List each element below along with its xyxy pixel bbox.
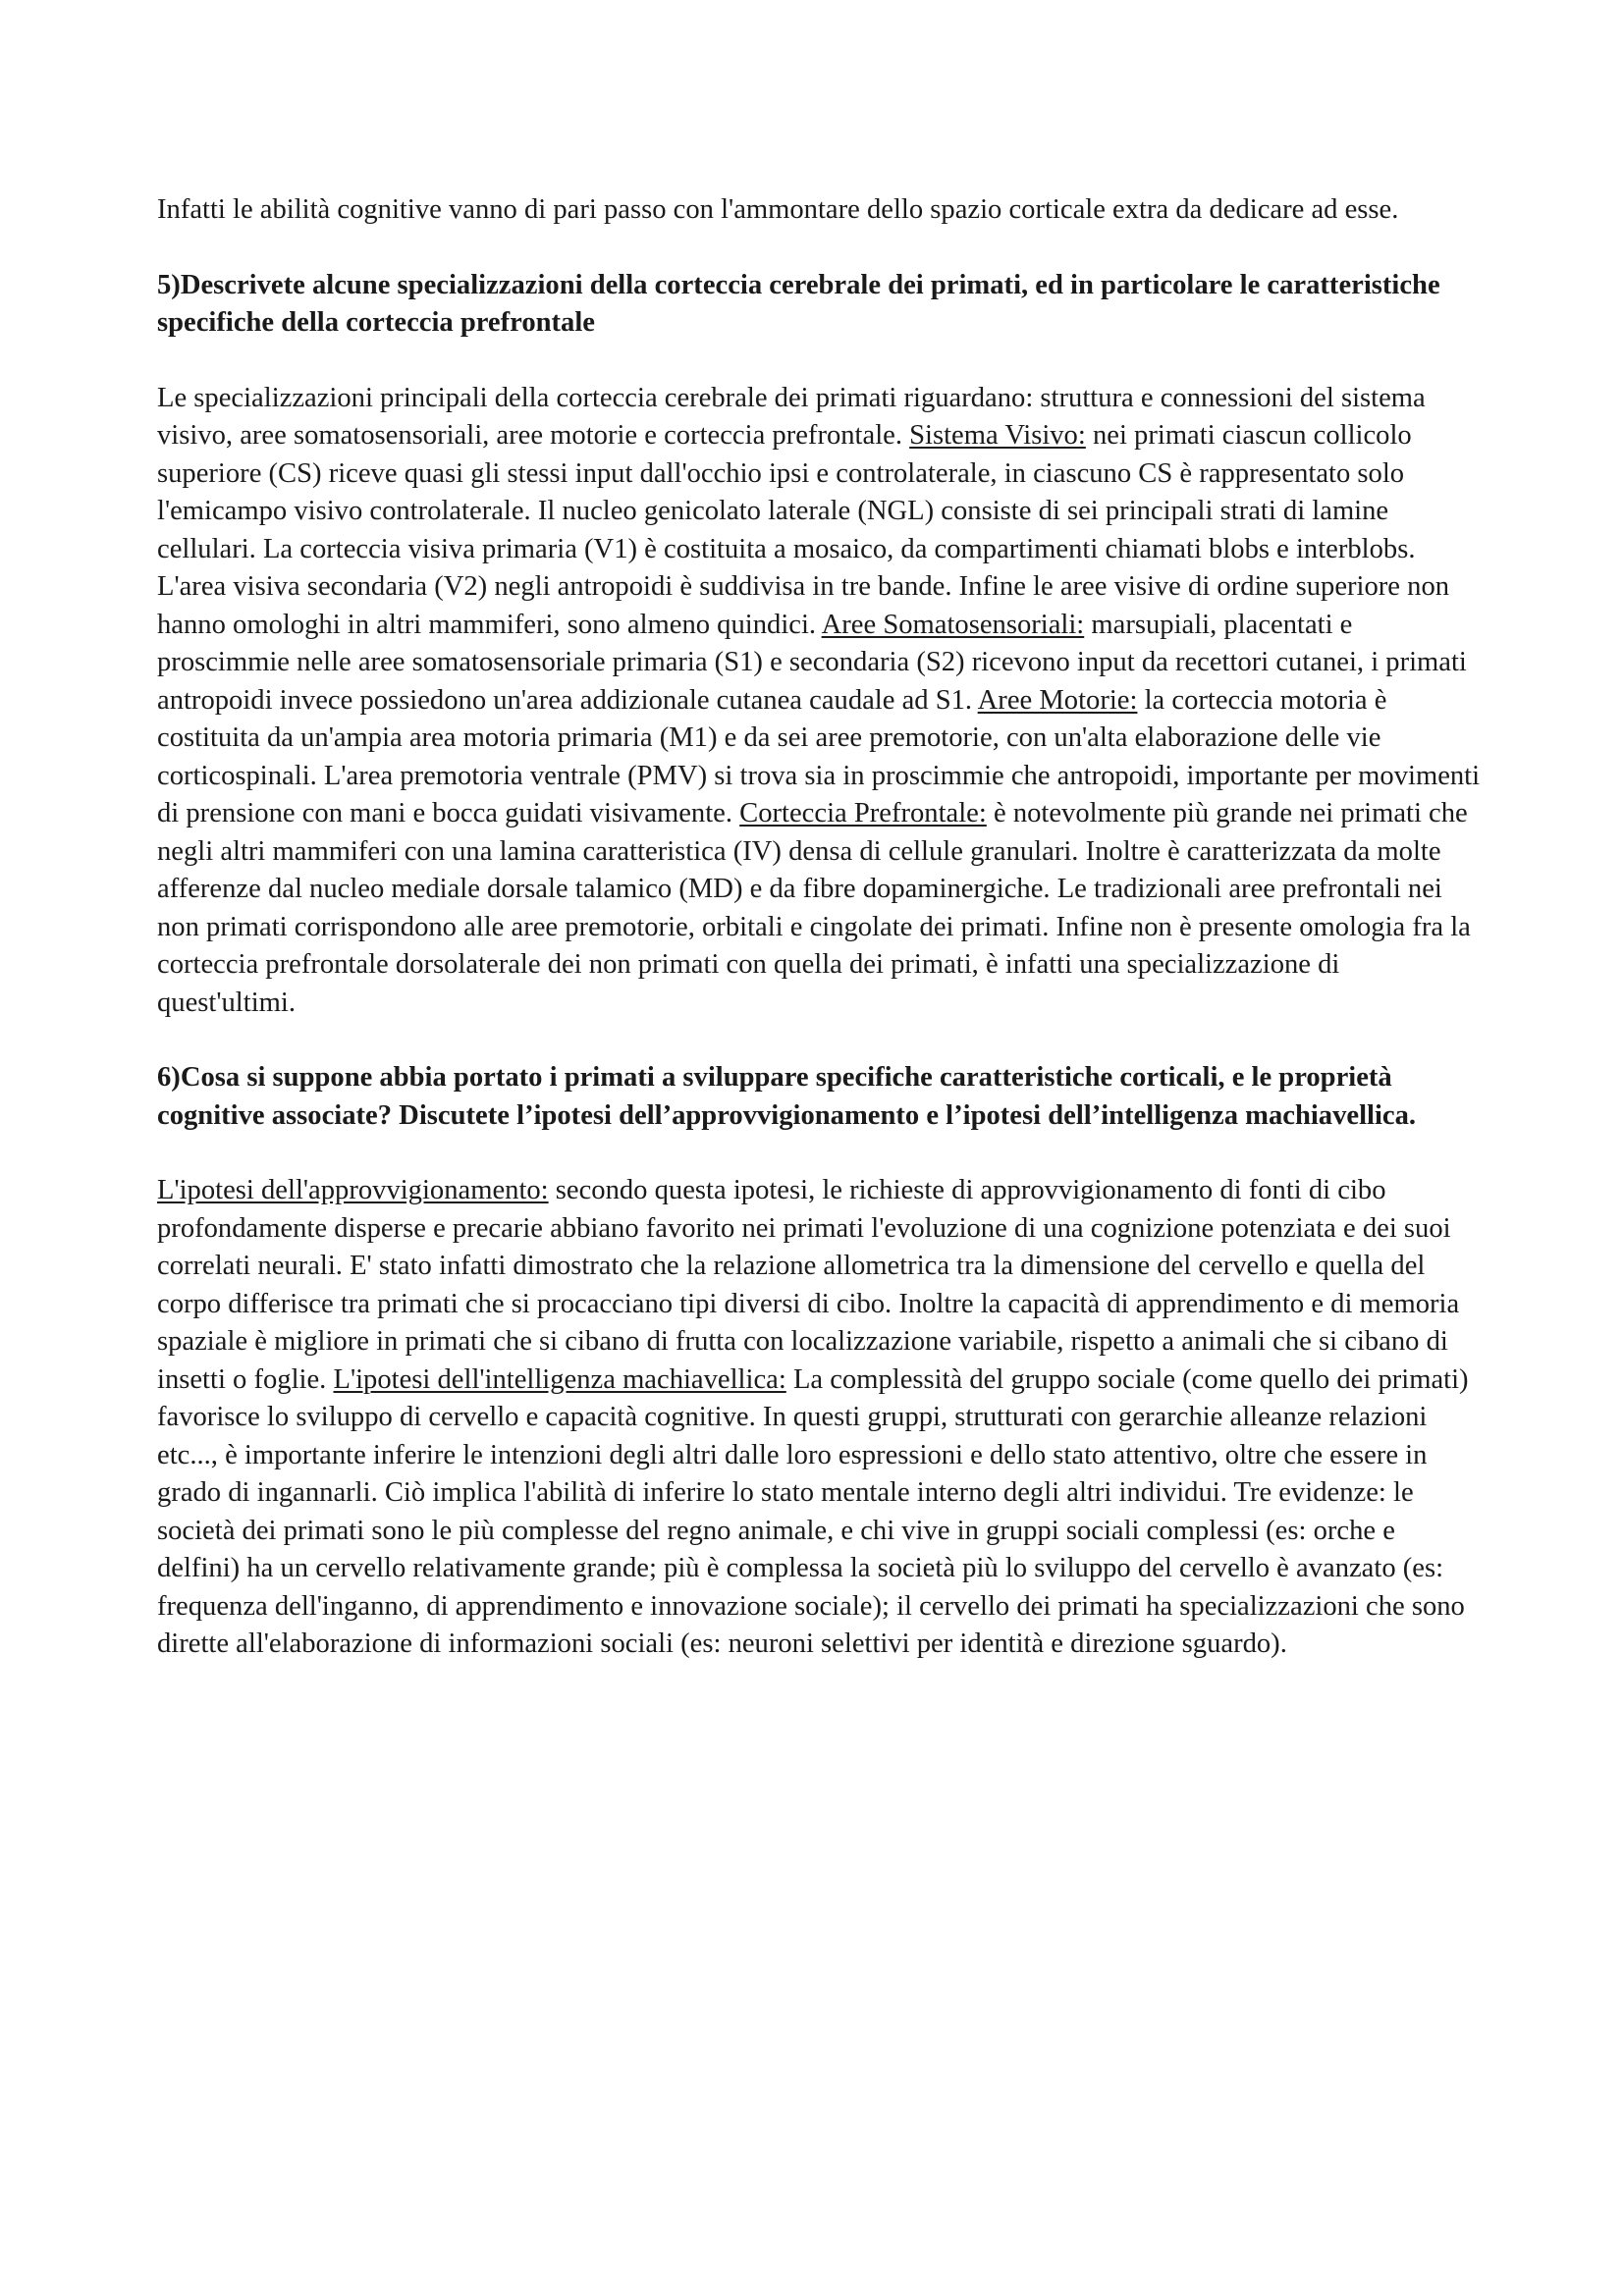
question-5-answer xyxy=(157,380,1483,1023)
answer-5-prefrontale: è notevolmente più grande nei primati che negli altri mammiferi con una lamina caratteristica (IV) densa di cellule granulari. Inoltre è caratterizzata da molte afferenze dal nucleo mediale dorsale talamico (MD) e da fibre dopaminergiche. Le tradizionali aree prefrontali nei non primati corrispondono alle aree premotorie, orbitali e cingolate dei primati. Infine non è presente omologia fra la corteccia prefrontale dorsolaterale dei non primati con quella dei primati, è infatti una specializzazione di quest'ultimi. xyxy=(157,798,1471,1018)
label-ipotesi-machiavellica: L'ipotesi dell'intelligenza machiavellica: xyxy=(333,1363,786,1395)
document-body xyxy=(157,191,1483,1664)
answer-6-approvvigionamento: secondo questa ipotesi, le richieste di approvvigionamento di fonti di cibo profondamente disperse e precarie abbiano favorito nei primati l'evoluzione di una cognizione potenziata e dei suoi correlati neurali. E' stato infatti dimostrato che la relazione allometrica tra la dimensione del cervello e quella del corpo differisce tra primati che si procacciano tipi diversi di cibo. Inoltre la capacità di apprendimento e di memoria spaziale è migliore in primati che si cibano di frutta con localizzazione variabile, rispetto a animali che si cibano di insetti o foglie. xyxy=(157,1175,1460,1395)
answer-5-visivo: nei primati ciascun collicolo superiore (CS) riceve quasi gli stessi input dall'occhio ipsi e controlaterale, in ciascuno CS è rappresentato solo l'emicampo visivo controlaterale. Il nucleo genicolato laterale (NGL) consiste di sei principali strati di lamine cellulari. La corteccia visiva primaria (V1) è costituita a mosaico, da compartimenti chiamati blobs e interblobs. L'area visiva secondaria (V2) negli antropoidi è suddivisa in tre bande. Infine le aree visive di ordine superiore non hanno omologhi in altri mammiferi, sono almeno quindici. xyxy=(157,420,1450,640)
question-6-answer xyxy=(157,1172,1483,1664)
question-5-title: 5)Descrivete alcune specializzazioni della corteccia cerebrale dei primati, ed in particolare le caratteristiche specifiche della corteccia prefrontale xyxy=(157,269,1440,338)
label-ipotesi-approvvigionamento: L'ipotesi dell'approvvigionamento: xyxy=(157,1175,549,1205)
label-aree-somatosensoriali: Aree Somatosensoriali: xyxy=(821,609,1085,640)
intro-paragraph: Infatti le abilità cognitive vanno di pari passo con l'ammontare dello spazio corticale extra da dedicare ad esse. xyxy=(157,194,1399,225)
answer-5-intro: Le specializzazioni principali della corteccia cerebrale dei primati riguardano: struttura e connessioni del sistema visivo, aree somatosensoriali, aree motorie e corteccia prefrontale. xyxy=(157,382,1426,451)
question-6-title: 6)Cosa si suppone abbia portato i primati a sviluppare specifiche caratteristiche corticali, e le proprietà cognitive associate? Discutete l’ipotesi dell’approvvigionamento e l’ipotesi dell’intelligenza machiavellica. xyxy=(157,1062,1417,1131)
answer-6-machiavellica: La complessità del gruppo sociale (come quello dei primati) favorisce lo sviluppo di cervello e capacità cognitive. In questi gruppi, strutturati con gerarchie alleanze relazioni etc..., è importante inferire le intenzioni degli altri dalle loro espressioni e dello stato attentivo, oltre che essere in grado di ingannarli. Ciò implica l'abilità di inferire lo stato mentale interno degli altri individui. Tre evidenze: le società dei primati sono le più complesse del regno animale, e chi vive in gruppi sociali complessi (es: orche e delfini) ha un cervello relativamente grande; più è complessa la società più lo sviluppo del cervello è avanzato (es: frequenza dell'inganno, di apprendimento e innovazione sociale); il cervello dei primati ha specializzazioni che sono dirette all'elaborazione di informazioni sociali (es: neuroni selettivi per identità e direzione sguardo). xyxy=(157,1363,1469,1659)
label-corteccia-prefrontale: Corteccia Prefrontale: xyxy=(739,798,987,828)
label-aree-motorie: Aree Motorie: xyxy=(977,684,1138,716)
answer-5-motorie: la corteccia motoria è costituita da un'ampia area motoria primaria (M1) e da sei aree premotorie, con un'alta elaborazione delle vie corticospinali. L'area premotoria ventrale (PMV) si trova sia in proscimmie che antropoidi, importante per movimenti di prensione con mani e bocca guidati visivamente. xyxy=(157,684,1481,828)
label-sistema-visivo: Sistema Visivo: xyxy=(909,420,1086,451)
answer-5-somatosensoriali: marsupiali, placentati e proscimmie nelle aree somatosensoriale primaria (S1) e secondaria (S2) ricevono input da recettori cutanei, i primati antropoidi invece possiedono un'area addizionale cutanea caudale ad S1. xyxy=(157,609,1467,716)
